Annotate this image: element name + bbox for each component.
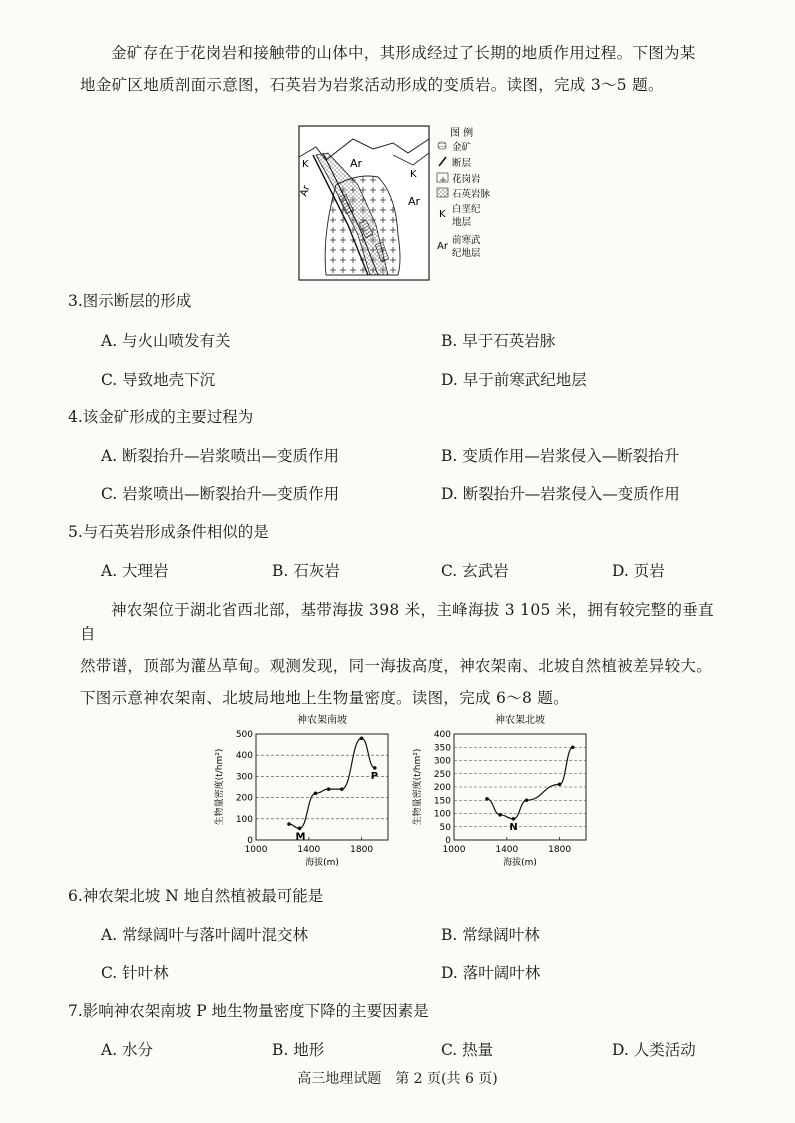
chart-north-y-tick-label: 150 (433, 796, 451, 807)
passage-2-line-2: 然带谱，顶部为灌丛草甸。观测发现，同一海拔高度，神农架南、北坡自然植被差异较大。 (80, 657, 713, 675)
chart-north-x-tick-label: 1400 (495, 845, 519, 855)
legend-ar-symbol: Ar (437, 241, 448, 252)
q3-option-d[interactable]: D. 早于前寒武纪地层 (441, 371, 587, 389)
q5-option-b[interactable]: B. 石灰岩 (272, 562, 340, 580)
chart-south-series-line (289, 738, 375, 828)
chart-north-y-tick-label: 350 (433, 743, 451, 754)
legend-quartz-icon (437, 188, 448, 197)
passage-2-line-3: 下图示意神农架南、北坡局地地上生物量密度。读图，完成 6～8 题。 (80, 689, 569, 707)
chart-south-annotation-p: P (370, 770, 379, 782)
legend-cretaceous-1: 白垩纪 (452, 204, 481, 215)
legend-fault-icon (439, 157, 446, 166)
chart-north-annotation-n: N (509, 821, 518, 833)
chart-north-data-point (525, 798, 529, 802)
legend-granite-icon (437, 173, 448, 182)
chart-north-y-tick-label: 100 (433, 809, 451, 820)
chart-south-x-axis-label: 海拔(m) (305, 858, 339, 868)
passage-1-line-1: 金矿存在于花岗岩和接触带的山体中，其形成经过了长期的地质作用过程。下图为某 (111, 44, 696, 62)
legend-gold-icon (438, 142, 446, 149)
chart-south-data-point (340, 787, 344, 791)
geologic-section-figure (298, 125, 508, 285)
q7-option-b[interactable]: B. 地形 (272, 1041, 325, 1059)
chart-south-x-tick-label: 1800 (350, 845, 374, 855)
chart-north-y-tick-label: 300 (433, 756, 451, 767)
legend-precambrian-1: 前寒武 (452, 235, 481, 246)
q6-option-c[interactable]: C. 针叶林 (101, 964, 169, 982)
chart-north-title: 神农架北坡 (495, 715, 545, 726)
chart-north-x-tick-label: 1000 (442, 845, 466, 855)
chart-south-data-point (327, 787, 331, 791)
q4-option-a[interactable]: A. 断裂抬升—岩浆喷出—变质作用 (101, 447, 340, 465)
q4-option-d[interactable]: D. 断裂抬升—岩浆侵入—变质作用 (441, 485, 680, 503)
chart-south-y-axis-label: 生物量密度(t/hm²) (215, 748, 225, 826)
passage-2-line-1: 神农架位于湖北省西北部，基带海拔 398 米，主峰海拔 3 105 米，拥有较完整的垂直自 (80, 601, 714, 643)
question-3-stem: 3.图示断层的形成 (68, 292, 192, 310)
q6-option-b[interactable]: B. 常绿阔叶林 (441, 926, 540, 944)
label-ar-top: Ar (350, 157, 363, 170)
legend-title: 图 例 (450, 128, 474, 139)
chart-south-plot-frame (256, 734, 388, 843)
passage-2 (80, 598, 720, 710)
chart-south-y-tick-label: 100 (235, 814, 253, 825)
question-7-stem: 7.影响神农架南坡 P 地生物量密度下降的主要因素是 (68, 1002, 429, 1020)
chart-north-data-point (558, 783, 562, 787)
chart-south-y-tick-label: 400 (235, 751, 253, 762)
chart-south-slope (208, 710, 398, 875)
chart-south-data-point (314, 792, 318, 796)
passage-1 (80, 41, 720, 97)
label-ar-right: Ar (408, 195, 421, 208)
q3-option-b[interactable]: B. 早于石英岩脉 (441, 332, 556, 350)
passage-1-line-2: 地金矿区地质剖面示意图，石英岩为岩浆活动形成的变质岩。读图，完成 3～5 题。 (80, 76, 664, 94)
chart-north-data-point (512, 817, 516, 821)
chart-north-data-point (485, 797, 489, 801)
legend-cretaceous-2: 地层 (452, 217, 472, 228)
chart-north-y-tick-label: 400 (433, 730, 451, 740)
question-4-stem: 4.该金矿形成的主要过程为 (68, 408, 254, 426)
question-6-stem: 6.神农架北坡 N 地自然植被最可能是 (68, 887, 324, 905)
chart-north-x-tick-label: 1800 (548, 845, 572, 855)
label-k-left: K (302, 159, 309, 170)
chart-south-y-tick-label: 200 (235, 793, 253, 804)
chart-north-y-tick-label: 50 (439, 822, 451, 833)
q4-option-c[interactable]: C. 岩浆喷出—断裂抬升—变质作用 (101, 485, 340, 503)
label-k-right: K (410, 169, 417, 180)
page-footer: 高三地理试题 第 2 页(共 6 页) (297, 1071, 498, 1087)
legend-gold: 金矿 (452, 142, 472, 153)
legend-fault: 断层 (452, 158, 472, 169)
chart-south-data-point (298, 827, 302, 831)
q3-option-a[interactable]: A. 与火山喷发有关 (101, 332, 231, 350)
chart-north-slope (406, 710, 596, 875)
chart-south-x-tick-label: 1000 (244, 845, 268, 855)
chart-south-data-point (287, 822, 291, 826)
chart-south-x-tick-label: 1400 (297, 845, 321, 855)
chart-north-data-point (571, 745, 575, 749)
q5-option-a[interactable]: A. 大理岩 (101, 562, 169, 580)
chart-south-y-tick-label: 500 (235, 730, 253, 740)
label-ar-left: Ar (298, 183, 313, 199)
chart-south-annotation-m: M (295, 831, 306, 843)
q7-option-a[interactable]: A. 水分 (101, 1041, 154, 1059)
question-5-stem: 5.与石英岩形成条件相似的是 (68, 523, 269, 541)
q5-option-c[interactable]: C. 玄武岩 (441, 562, 509, 580)
chart-south-data-point (360, 736, 364, 740)
legend-quartz: 石英岩脉 (452, 189, 491, 200)
chart-north-y-axis-label: 生物量密度(t/hm²) (413, 748, 423, 826)
q6-option-a[interactable]: A. 常绿阔叶与落叶阔叶混交林 (101, 926, 309, 944)
q5-option-d[interactable]: D. 页岩 (612, 562, 665, 580)
legend-k-symbol: K (439, 209, 446, 220)
q6-option-d[interactable]: D. 落叶阔叶林 (441, 964, 541, 982)
legend-precambrian-2: 纪地层 (452, 248, 481, 259)
q3-option-c[interactable]: C. 导致地壳下沉 (101, 371, 216, 389)
chart-north-y-tick-label: 200 (433, 783, 451, 793)
chart-north-x-axis-label: 海拔(m) (503, 858, 537, 868)
chart-north-y-tick-label: 250 (433, 769, 451, 780)
q7-option-d[interactable]: D. 人类活动 (612, 1041, 696, 1059)
chart-north-y-tick-label: 0 (445, 836, 451, 846)
chart-north-data-point (498, 813, 502, 817)
chart-south-y-tick-label: 0 (247, 836, 253, 846)
q4-option-b[interactable]: B. 变质作用—岩浆侵入—断裂抬升 (441, 447, 680, 465)
q7-option-c[interactable]: C. 热量 (441, 1041, 494, 1059)
chart-south-title: 神农架南坡 (297, 715, 347, 726)
legend-granite: 花岗岩 (452, 174, 481, 185)
chart-south-data-point (373, 766, 377, 770)
chart-south-y-tick-label: 300 (235, 772, 253, 783)
